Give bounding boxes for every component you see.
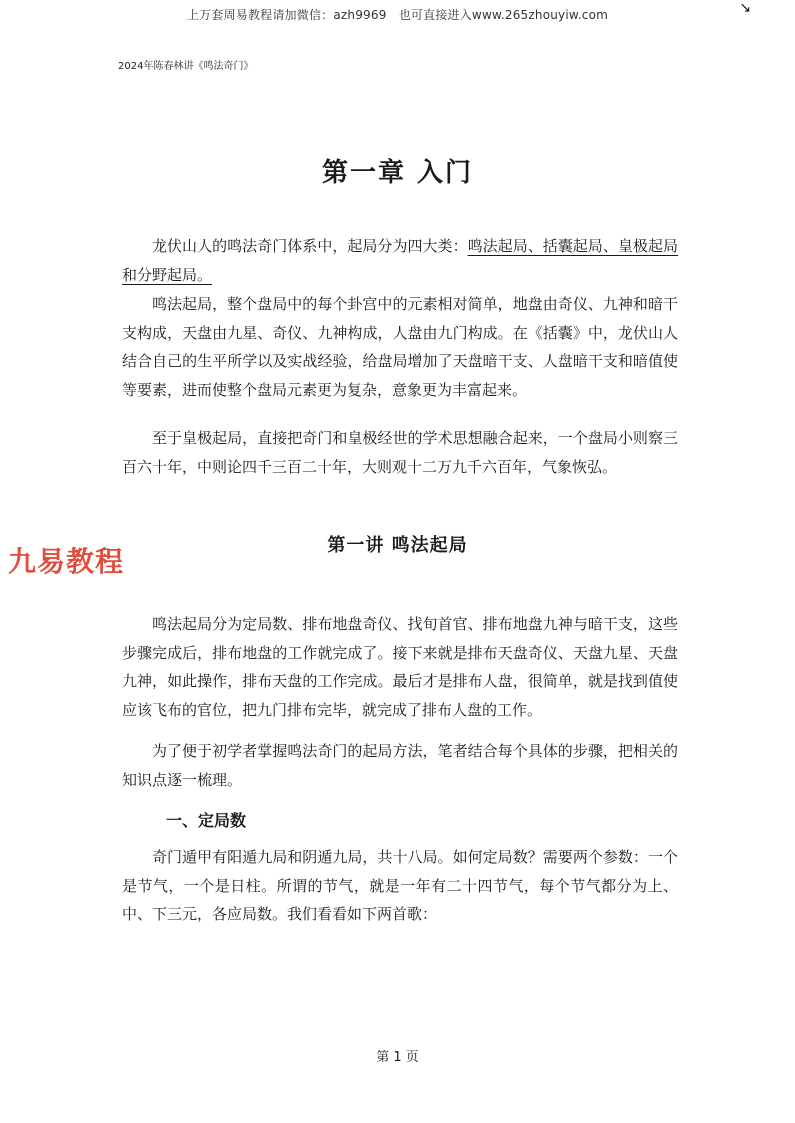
subsection-title: 一、定局数: [166, 811, 247, 830]
section-title: 第一讲 鸣法起局: [327, 535, 468, 556]
intro-lead: 龙伏山人的鸣法奇门体系中，起局分为四大类：: [152, 237, 468, 255]
chapter-title: 第一章 入门: [321, 158, 474, 188]
page-number: 第 1 页: [376, 1050, 419, 1065]
watermark-logo: 九易教程: [8, 545, 125, 578]
corner-mark: ↘: [739, 0, 751, 16]
subsection-paragraph: 奇门遁甲有阳遁九局和阴遁九局，共十八局。如何定局数？需要两个参数：一个是节气，一个是日柱。所谓的节气，就是一年有二十四节气，每个节气都分为上、中、下三元，各应局数。我们看看如下两首歌：: [122, 848, 678, 923]
top-banner: 上万套周易教程请加微信：azh9969 也可直接进入www.265zhouyiw.com: [186, 8, 609, 22]
section-paragraph-2: 为了便于初学者掌握鸣法奇门的起局方法，笔者结合每个具体的步骤，把相关的知识点逐一梳理。: [122, 742, 678, 789]
intro-paragraph: [122, 232, 678, 289]
section-paragraph-1: 鸣法起局分为定局数、排布地盘奇仪、找旬首官、排布地盘九神与暗干支，这些步骤完成后，排布地盘的工作就完成了。接下来就是排布天盘奇仪、天盘九星、天盘九神，如此操作，排布天盘的工作完成。最后才是排布人盘，很简单，就是找到值使应该飞布的官位，把九门排布完毕，就完成了排布人盘的工作。: [122, 615, 678, 719]
intro-underlined: 鸣法起局、括囊起局、皇极起局和分野起局。: [122, 237, 678, 284]
paragraph-1: 鸣法起局，整个盘局中的每个卦宫中的元素相对简单，地盘由奇仪、九神和暗干支构成，天盘由九星、奇仪、九神构成，人盘由九门构成。在《括囊》中，龙伏山人结合自己的生平所学以及实战经验，给盘局增加了天盘暗干支、人盘暗干支和暗值使等要素，进而使整个盘局元素更为复杂，意象更为丰富起来。: [122, 295, 678, 399]
paragraph-2: 至于皇极起局，直接把奇门和皇极经世的学术思想融合起来，一个盘局小则察三百六十年，中则论四千三百二十年，大则观十二万九千六百年，气象恢弘。: [122, 429, 678, 476]
running-header: 2024年陈春林讲《鸣法奇门》: [118, 61, 254, 72]
